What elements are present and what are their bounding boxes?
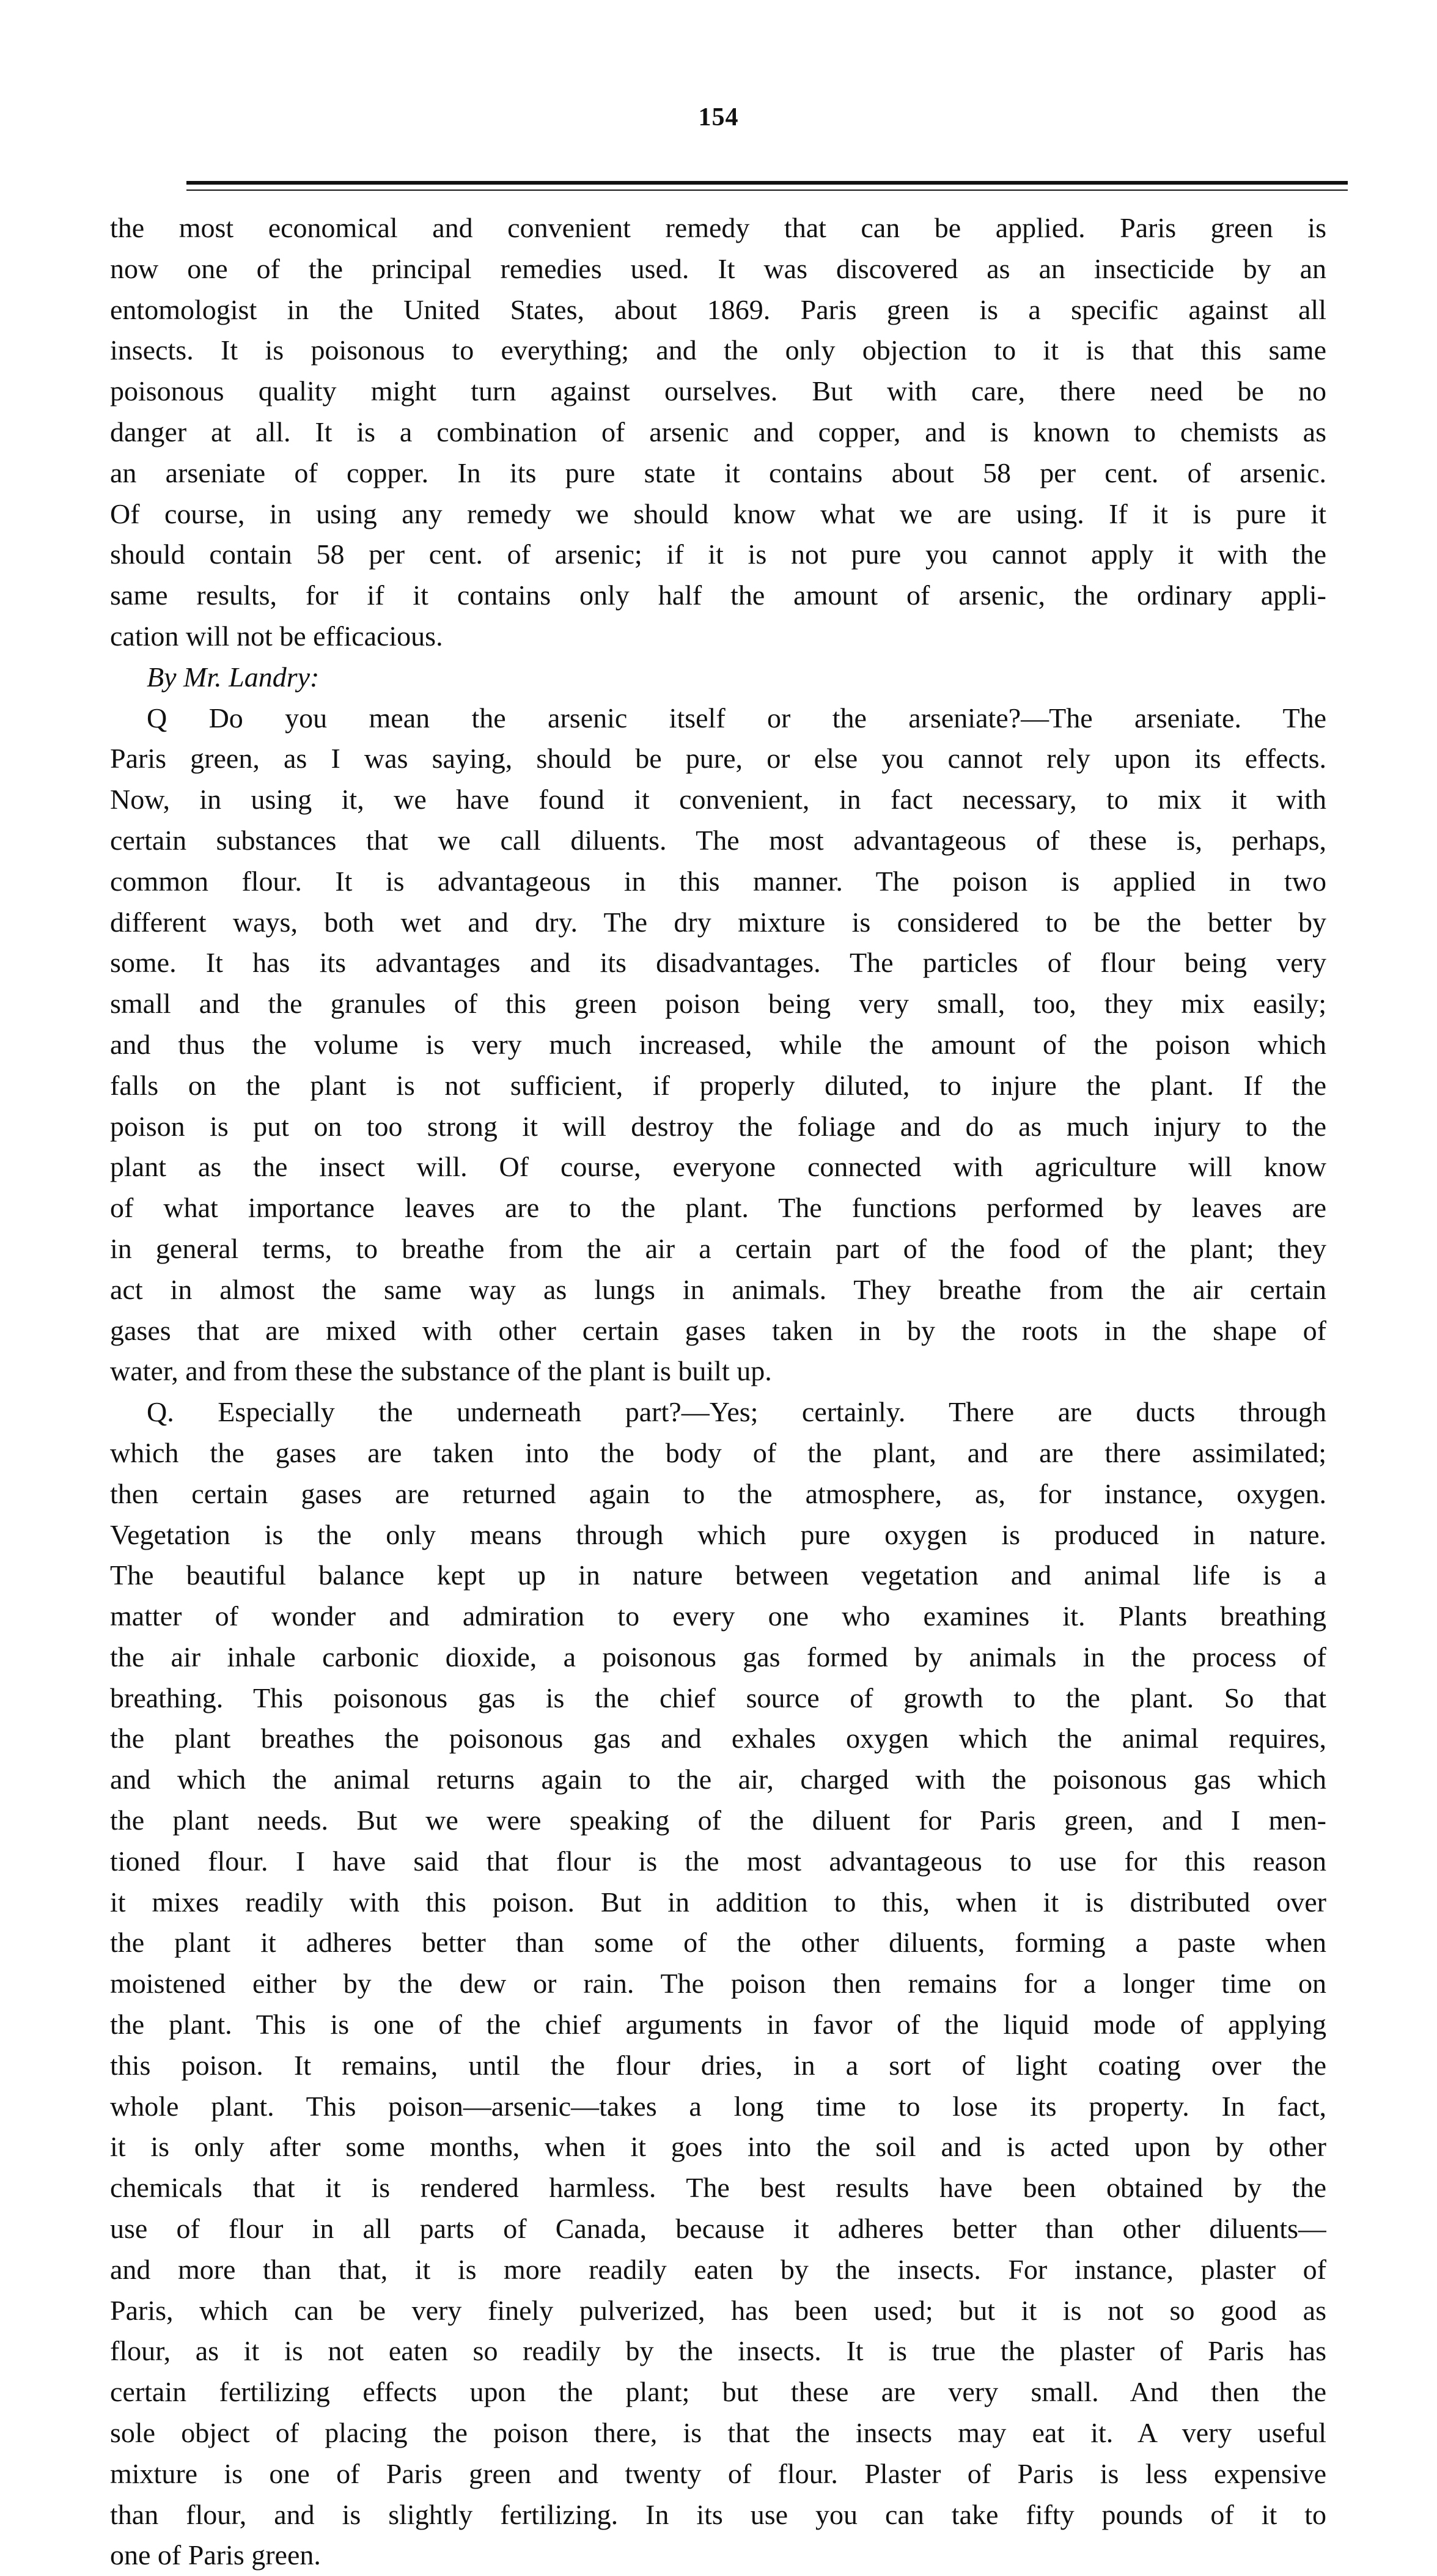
text-line: the plant needs. But we were speaking of the diluent for Paris green, and I men- bbox=[110, 1805, 1326, 1836]
text-line: common flour. It is advantageous in this manner. The poison is applied in two bbox=[110, 865, 1326, 897]
text-line: Vegetation is the only means through which pure oxygen is produced in nature. bbox=[110, 1518, 1326, 1550]
text-line: which the gases are taken into the body of the plant, and are there assimilated; bbox=[110, 1437, 1326, 1468]
text-line: flour, as it is not eaten so readily by the insects. It is true the plaster of Paris has bbox=[110, 2335, 1326, 2367]
text-line: tioned flour. I have said that flour is the most advantageous to use for this reason bbox=[110, 1845, 1326, 1877]
text-line: plant as the insect will. Of course, everyone connected with agriculture will know bbox=[110, 1151, 1326, 1183]
text-line: this poison. It remains, until the flour dries, in a sort of light coating over the bbox=[110, 2049, 1326, 2081]
text-line: chemicals that it is rendered harmless. The best results have been obtained by the bbox=[110, 2172, 1326, 2204]
text-line: entomologist in the United States, about 1869. Paris green is a specific against all bbox=[110, 293, 1326, 325]
text-line: than flour, and is slightly fertilizing. In its use you can take fifty pounds of it to bbox=[110, 2498, 1326, 2530]
text-line: then certain gases are returned again to the atmosphere, as, for instance, oxygen. bbox=[110, 1478, 1326, 1509]
text-line: breathing. This poisonous gas is the chief source of growth to the plant. So that bbox=[110, 1682, 1326, 1713]
text-line: falls on the plant is not sufficient, if properly diluted, to injure the plant. If the bbox=[110, 1069, 1326, 1101]
text-line: use of flour in all parts of Canada, because it adheres better than other diluents— bbox=[110, 2213, 1326, 2245]
text-line: water, and from these the substance of the plant is built up. bbox=[110, 1355, 772, 1387]
text-line: the plant. This is one of the chief arguments in favor of the liquid mode of applying bbox=[110, 2009, 1326, 2041]
text-line: the most economical and convenient remedy that can be applied. Paris green is bbox=[110, 212, 1326, 243]
header-rule-thin bbox=[186, 190, 1348, 191]
text-line: small and the granules of this green poison being very small, too, they mix easily; bbox=[110, 988, 1326, 1020]
text-line: The beautiful balance kept up in nature between vegetation and animal life is a bbox=[110, 1559, 1326, 1591]
text-line: and which the animal returns again to the air, charged with the poisonous gas which bbox=[110, 1764, 1326, 1795]
text-line: poisonous quality might turn against ourselves. But with care, there need be no bbox=[110, 375, 1326, 407]
text-line: act in almost the same way as lungs in animals. They breathe from the air certain bbox=[110, 1273, 1326, 1305]
text-line: Paris, which can be very finely pulverized, has been used; but it is not so good as bbox=[110, 2294, 1326, 2326]
text-line: the plant breathes the poisonous gas and exhales oxygen which the animal requires, bbox=[110, 1723, 1326, 1754]
text-line: and more than that, it is more readily eaten by the insects. For instance, plaster of bbox=[110, 2253, 1326, 2285]
text-line: in general terms, to breathe from the air a certain part of the food of the plant; they bbox=[110, 1232, 1326, 1264]
text-line: one of Paris green. bbox=[110, 2539, 321, 2571]
text-line: certain substances that we call diluents. The most advantageous of these is, perhaps, bbox=[110, 824, 1326, 856]
text-line: Of course, in using any remedy we should know what we are using. If it is pure it bbox=[110, 498, 1326, 529]
text-line: Now, in using it, we have found it convenient, in fact necessary, to mix it with bbox=[110, 784, 1326, 815]
body-text bbox=[110, 208, 1326, 2576]
text-line: insects. It is poisonous to everything; and the only objection to it is that this same bbox=[110, 334, 1326, 366]
text-line: poison is put on too strong it will destroy the foliage and do as much injury to the bbox=[110, 1110, 1326, 1142]
text-line: the plant it adheres better than some of the other diluents, forming a paste when bbox=[110, 1927, 1326, 1959]
text-line: moistened either by the dew or rain. The poison then remains for a longer time on bbox=[110, 1968, 1326, 2000]
text-line: matter of wonder and admiration to every one who examines it. Plants breathing bbox=[110, 1600, 1326, 1632]
text-line: Q Do you mean the arsenic itself or the arseniate?—The arseniate. The bbox=[147, 702, 1326, 734]
header-rule-thick bbox=[186, 181, 1348, 185]
text-line: different ways, both wet and dry. The dry mixture is considered to be the better by bbox=[110, 906, 1326, 938]
text-line: now one of the principal remedies used. It was discovered as an insecticide by an bbox=[110, 252, 1326, 284]
text-line: some. It has its advantages and its disadvantages. The particles of flour being very bbox=[110, 947, 1326, 979]
text-line: mixture is one of Paris green and twenty of flour. Plaster of Paris is less expensive bbox=[110, 2457, 1326, 2489]
text-line: and thus the volume is very much increased, while the amount of the poison which bbox=[110, 1028, 1326, 1060]
text-line: cation will not be efficacious. bbox=[110, 620, 443, 652]
text-line: Paris green, as I was saying, should be pure, or else you cannot rely upon its effects. bbox=[110, 743, 1326, 775]
text-line: gases that are mixed with other certain gases taken in by the roots in the shape of bbox=[110, 1314, 1326, 1346]
page-number: 154 bbox=[698, 103, 739, 131]
text-line: of what importance leaves are to the plant. The functions performed by leaves are bbox=[110, 1192, 1326, 1224]
speaker-heading: By Mr. Landry: bbox=[147, 661, 320, 693]
text-line: certain fertilizing effects upon the plant; but these are very small. And then the bbox=[110, 2376, 1326, 2408]
text-line: danger at all. It is a combination of arsenic and copper, and is known to chemists as bbox=[110, 416, 1326, 447]
text-line: sole object of placing the poison there, is that the insects may eat it. A very useful bbox=[110, 2417, 1326, 2449]
text-line: whole plant. This poison—arsenic—takes a long time to lose its property. In fact, bbox=[110, 2090, 1326, 2122]
text-line: it is only after some months, when it goes into the soil and is acted upon by other bbox=[110, 2131, 1326, 2163]
text-line: same results, for if it contains only half the amount of arsenic, the ordinary appli- bbox=[110, 580, 1326, 611]
text-line: it mixes readily with this poison. But in addition to this, when it is distributed over bbox=[110, 1886, 1326, 1918]
text-line: should contain 58 per cent. of arsenic; if it is not pure you cannot apply it with the bbox=[110, 539, 1326, 570]
text-line: the air inhale carbonic dioxide, a poisonous gas formed by animals in the process of bbox=[110, 1641, 1326, 1673]
text-line: Q. Especially the underneath part?—Yes; certainly. There are ducts through bbox=[147, 1396, 1326, 1428]
text-line: an arseniate of copper. In its pure state it contains about 58 per cent. of arsenic. bbox=[110, 457, 1326, 488]
